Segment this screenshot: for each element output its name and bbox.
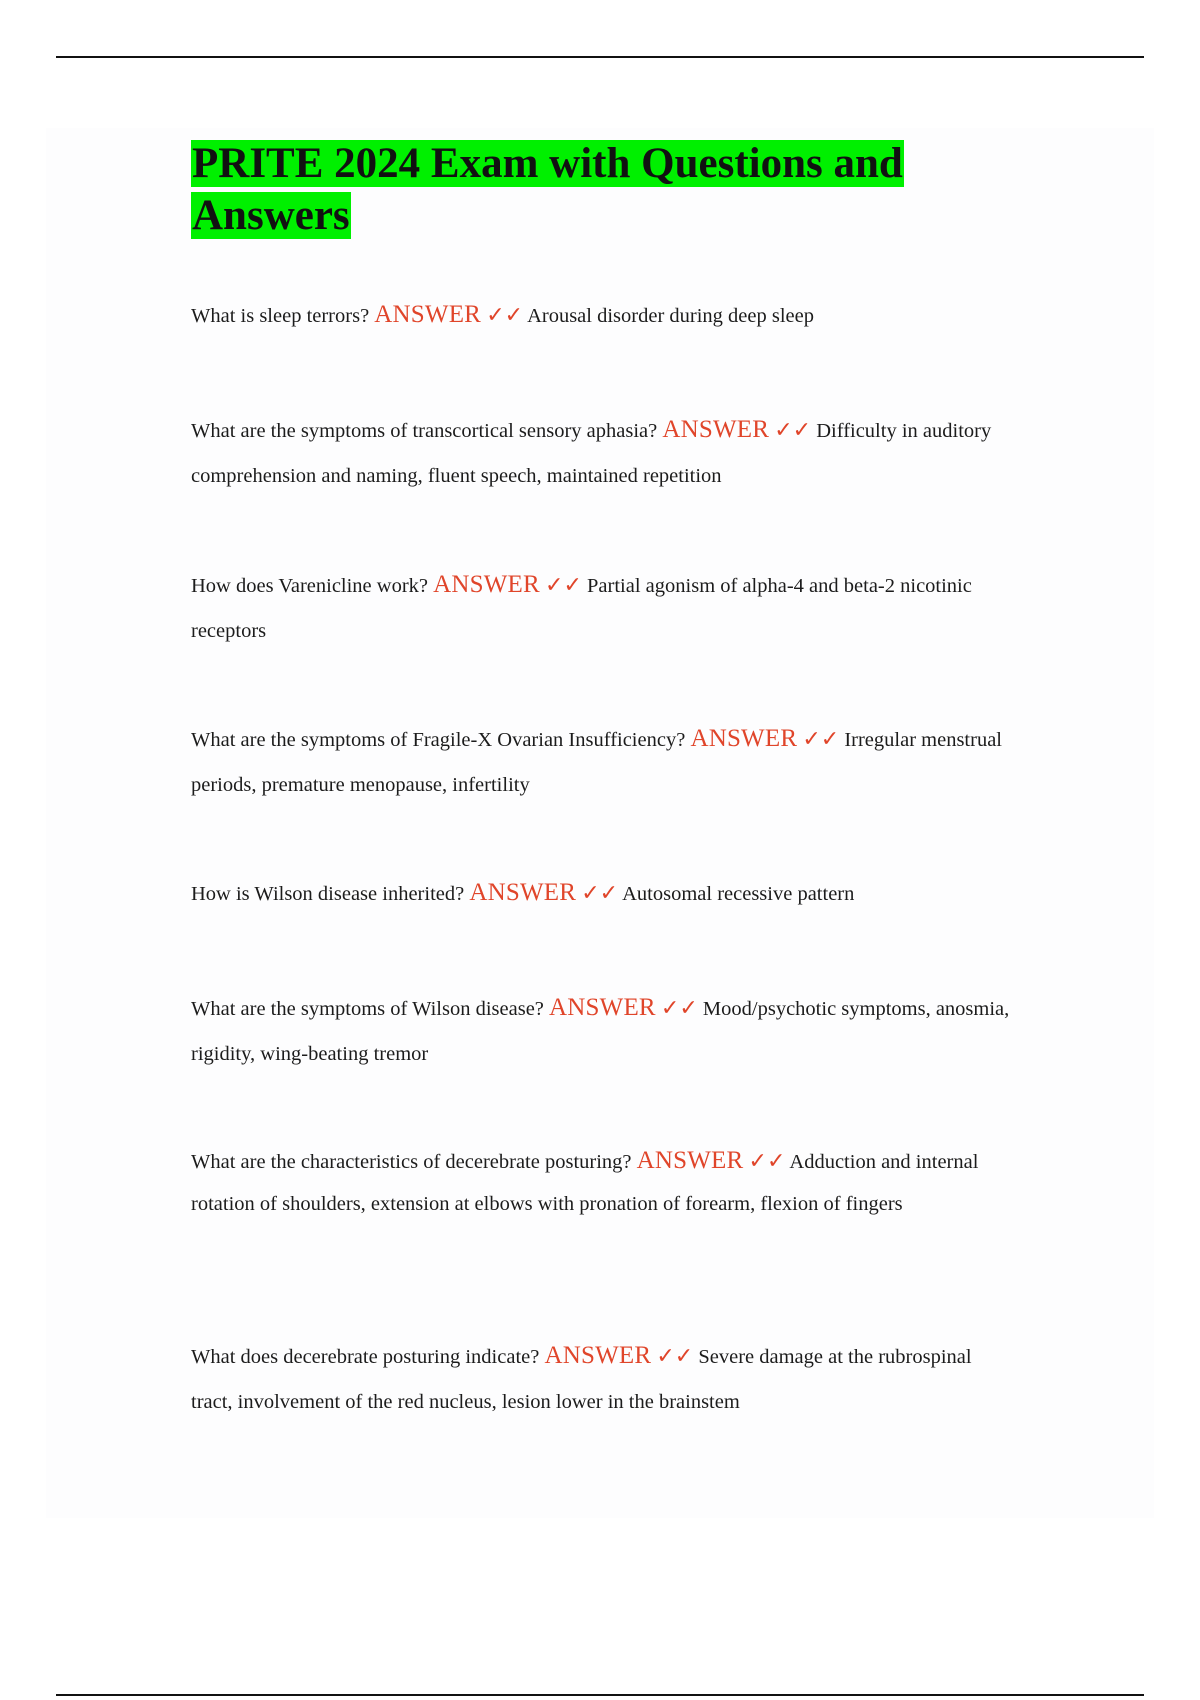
question-text: What are the symptoms of Fragile-X Ovarian Insufficiency?: [191, 729, 686, 751]
question-text: What does decerebrate posturing indicate?: [191, 1346, 540, 1368]
answer-marker: ANSWER: [549, 994, 656, 1021]
qa-item: [191, 562, 1011, 654]
qa-item: [191, 292, 1011, 339]
check-icon: ✓✓: [660, 996, 698, 1021]
question-text: What are the symptoms of transcortical sensory aphasia?: [191, 420, 658, 442]
answer-text: Severe damage at the rubrospinal tract, involvement of the red nucleus, lesion lower in the brainstem: [191, 1346, 972, 1413]
answer-marker: ANSWER: [469, 879, 577, 906]
question-text: What is sleep terrors?: [191, 305, 370, 327]
qa-item: [191, 985, 1011, 1077]
check-icon: ✓✓: [774, 418, 812, 443]
question-text: What are the symptoms of Wilson disease?: [191, 998, 544, 1020]
answer-text: Arousal disorder during deep sleep: [527, 305, 814, 327]
question-text: What are the characteristics of decerebrate posturing?: [191, 1151, 632, 1173]
qa-item: [191, 407, 1011, 499]
bottom-rule: [56, 1694, 1144, 1696]
top-rule: [56, 56, 1144, 58]
answer-text: Adduction and internal rotation of shoulders, extension at elbows with pronation of forearm, flexion of fingers: [191, 1151, 979, 1215]
qa-item: [191, 1333, 1011, 1425]
answer-marker: ANSWER: [433, 571, 540, 598]
answer-marker: ANSWER: [374, 301, 482, 328]
document-title: [191, 138, 951, 242]
question-text: How does Varenicline work?: [191, 575, 429, 597]
answer-text: Difficulty in auditory comprehension and naming, fluent speech, maintained repetition: [191, 420, 992, 487]
check-icon: ✓✓: [802, 727, 840, 752]
answer-marker: ANSWER: [690, 725, 798, 752]
qa-item: [191, 716, 1011, 808]
title-highlight: PRITE 2024 Exam with Questions and Answers: [192, 140, 903, 239]
check-icon: ✓✓: [748, 1149, 786, 1174]
qa-item: [191, 870, 1011, 917]
answer-text: Irregular menstrual periods, premature menopause, infertility: [191, 729, 1002, 796]
answer-marker: ANSWER: [544, 1342, 652, 1369]
answer-text: Autosomal recessive pattern: [622, 883, 855, 905]
answer-marker: ANSWER: [662, 416, 770, 443]
qa-item: [191, 1140, 1011, 1225]
check-icon: ✓✓: [581, 881, 619, 906]
check-icon: ✓✓: [545, 573, 582, 598]
check-icon: ✓✓: [486, 303, 524, 328]
answer-text: Mood/psychotic symptoms, anosmia, rigidity, wing-beating tremor: [191, 998, 1010, 1065]
check-icon: ✓✓: [656, 1344, 694, 1369]
answer-text: Partial agonism of alpha-4 and beta-2 nicotinic receptors: [191, 575, 972, 642]
question-text: How is Wilson disease inherited?: [191, 883, 465, 905]
answer-marker: ANSWER: [636, 1147, 744, 1174]
